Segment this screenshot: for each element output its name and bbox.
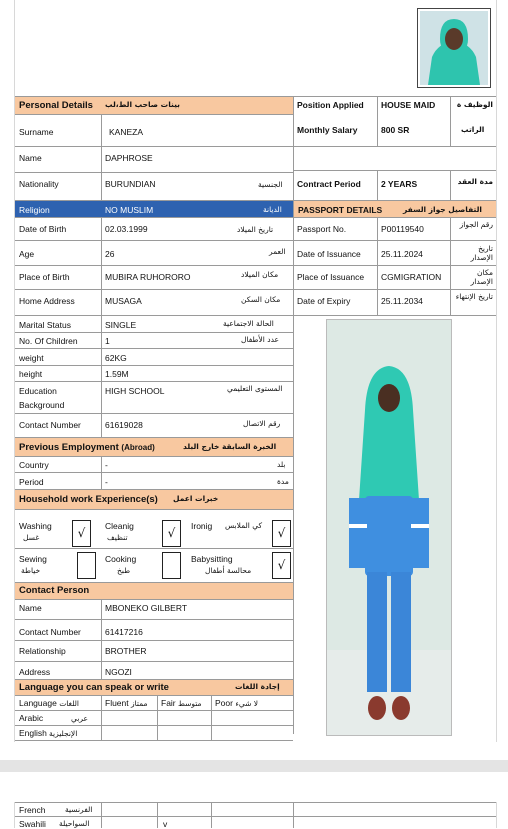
- passport-no-label: Passport No.: [297, 224, 347, 234]
- issue-date-ar: تاريخ الإصدار: [470, 244, 493, 262]
- previous-employment-title-ar: الخبرة السابقة خارج البلد: [183, 442, 277, 451]
- surname-value: KANEZA: [109, 127, 144, 137]
- sewing-label: Sewing: [19, 554, 47, 564]
- fair-col-label: Fair: [161, 698, 176, 708]
- language-col-ar: اللغات: [59, 699, 80, 708]
- babysitting-ar: محالسة أطفال: [205, 566, 252, 575]
- page-break-bar: [0, 760, 508, 772]
- contact-person-name-value: MBONEKO GILBERT: [105, 603, 188, 613]
- employment-country-value: -: [105, 460, 108, 470]
- position-applied-label: Position Applied: [297, 100, 364, 110]
- employment-country-ar: بلد: [277, 460, 286, 469]
- issue-place-ar: مكان الإصدار: [470, 268, 493, 286]
- education-label-line2: Background: [19, 400, 65, 410]
- issue-date-value: 25.11.2024: [381, 249, 423, 259]
- contact-person-relation-value: BROTHER: [105, 646, 147, 656]
- dob-label: Date of Birth: [19, 224, 67, 234]
- cleaning-label: Cleanig: [105, 521, 134, 531]
- french-label: French: [19, 805, 46, 815]
- contact-person-number-value: 61417216: [105, 627, 143, 637]
- home-address-ar: مكان السكن: [241, 295, 281, 304]
- poor-col-header: [215, 698, 258, 708]
- monthly-salary-value: 800 SR: [381, 125, 410, 135]
- swahili-fair-mark: v: [163, 819, 168, 829]
- education-value: HIGH SCHOOL: [105, 386, 165, 396]
- religion-label: Religion: [19, 205, 50, 215]
- contact-number-ar: رقم الاتصال: [243, 419, 281, 428]
- position-applied-value: HOUSE MAID: [381, 100, 436, 110]
- household-title-ar: خبرات اعمل: [173, 494, 219, 503]
- contact-person-relation-label: Relationship: [19, 646, 66, 656]
- marital-value: SINGLE: [105, 320, 137, 330]
- contact-person-address-label: Address: [19, 667, 51, 677]
- applicant-full-body-photo: [326, 319, 452, 736]
- ironing-checkbox[interactable]: √: [272, 520, 291, 547]
- contact-person-name-label: Name: [19, 603, 42, 613]
- marital-ar: الحالة الاجتماعية: [223, 319, 274, 328]
- monthly-salary-label: Monthly Salary: [297, 125, 358, 135]
- poor-col-label: Poor: [215, 698, 233, 708]
- home-address-label: Home Address: [19, 296, 75, 306]
- employment-period-value: -: [105, 477, 108, 487]
- cooking-checkbox[interactable]: [162, 552, 181, 579]
- employment-period-ar: مدة: [277, 477, 289, 486]
- cleaning-ar: تنظيف: [107, 533, 128, 542]
- expiry-label: Date of Expiry: [297, 296, 351, 306]
- monthly-salary-ar: الراتب: [461, 125, 485, 134]
- height-value: 1.59M: [105, 369, 129, 379]
- employment-period-label: Period: [19, 477, 44, 487]
- contact-number-value: 61619028: [105, 420, 143, 430]
- weight-label: weight: [19, 353, 44, 363]
- education-label-line1: Education: [19, 386, 57, 396]
- cooking-label: Cooking: [105, 554, 137, 564]
- issue-place-label: Place of Issuance: [297, 272, 365, 282]
- language-col-label: Language: [19, 698, 57, 708]
- contact-number-label: Contact Number: [19, 420, 81, 430]
- arabic-ar: عربي: [71, 714, 88, 723]
- personal-details-title: Personal Details: [19, 100, 93, 111]
- fair-col-header: [161, 698, 202, 708]
- babysitting-label: Babysitting: [191, 554, 233, 564]
- washing-label: Washing: [19, 521, 52, 531]
- passport-details-title-ar: التفاصيل جواز السفر: [403, 205, 482, 214]
- sewing-checkbox[interactable]: [77, 552, 96, 579]
- cv-sheet: [14, 0, 497, 742]
- language-col-header: [19, 698, 79, 708]
- children-label: No. Of Children: [19, 336, 78, 346]
- contact-person-title: Contact Person: [19, 585, 90, 596]
- dob-value: 02.03.1999: [105, 224, 148, 234]
- contract-period-label: Contract Period: [297, 179, 361, 189]
- nationality-label: Nationality: [19, 179, 59, 189]
- english-ar: الإنجليزية: [49, 729, 78, 738]
- personal-details-title-ar: بينات صاحب الط،لب: [105, 100, 180, 109]
- name-value: DAPHROSE: [105, 153, 153, 163]
- dob-ar: تاريخ الميلاد: [237, 225, 274, 234]
- household-title: Household work Experience(s): [19, 494, 158, 505]
- language-title-ar: إجادة اللغات: [235, 682, 280, 691]
- nationality-value: BURUNDIAN: [105, 179, 156, 189]
- expiry-value: 25.11.2034: [381, 296, 423, 306]
- previous-employment-title: [19, 442, 155, 453]
- employment-country-label: Country: [19, 460, 49, 470]
- washing-ar: غسل: [23, 533, 40, 542]
- previous-employment-title-main: Previous Employment: [19, 442, 119, 453]
- language-title: Language you can speak or write: [19, 682, 169, 693]
- marital-label: Marital Status: [19, 320, 71, 330]
- arabic-label: Arabic: [19, 713, 44, 723]
- education-ar: المستوى التعليمي: [227, 384, 283, 393]
- passport-no-ar: رقم الجواز: [459, 220, 493, 229]
- pob-ar: مكان الميلاد: [241, 270, 279, 279]
- ironing-ar: كي الملابس: [225, 521, 263, 530]
- issue-date-label: Date of Issuance: [297, 249, 361, 259]
- fair-col-ar: متوسط: [178, 699, 202, 708]
- poor-col-ar: لا شيء: [235, 699, 259, 708]
- surname-label: Surname: [19, 127, 54, 137]
- children-ar: عدد الأطفال: [241, 335, 279, 344]
- fluent-col-ar: ممتاز: [131, 699, 148, 708]
- fluent-col-label: Fluent: [105, 698, 129, 708]
- weight-value: 62KG: [105, 353, 127, 363]
- previous-employment-title-sub: (Abroad): [121, 443, 155, 452]
- fluent-col-header: [105, 698, 148, 708]
- swahili-label: Swahili: [19, 819, 46, 829]
- age-value: 26: [105, 249, 115, 259]
- swahili-ar: السواحيلة: [59, 819, 90, 828]
- contract-period-ar: مدة العقد: [457, 177, 493, 186]
- nationality-ar: الجنسية: [258, 180, 283, 189]
- height-label: height: [19, 369, 43, 379]
- position-applied-ar: الوظيف ة: [456, 100, 493, 109]
- age-ar: العمر: [269, 247, 286, 256]
- applicant-portrait-photo: [417, 8, 491, 88]
- home-address-value: MUSAGA: [105, 296, 142, 306]
- sewing-ar: خياطة: [21, 566, 41, 575]
- cleaning-checkbox[interactable]: √: [162, 520, 181, 547]
- pob-label: Place of Birth: [19, 272, 70, 282]
- contact-person-address-value: NGOZI: [105, 667, 132, 677]
- issue-place-value: CGMIGRATION: [381, 272, 442, 282]
- pob-value: MUBIRA RUHORORO: [105, 272, 191, 282]
- children-value: 1: [105, 336, 110, 346]
- age-label: Age: [19, 249, 35, 259]
- expiry-ar: تاريخ الإنتهاء: [455, 292, 493, 301]
- babysitting-checkbox[interactable]: √: [272, 552, 291, 579]
- washing-checkbox[interactable]: √: [72, 520, 91, 547]
- religion-band: [15, 201, 293, 217]
- contract-period-value: 2 YEARS: [381, 179, 418, 189]
- name-label: Name: [19, 153, 42, 163]
- passport-details-title: PASSPORT DETAILS: [298, 205, 383, 215]
- english-label: English: [19, 728, 47, 738]
- cooking-ar: طبخ: [117, 566, 131, 575]
- religion-ar: الديانة: [263, 205, 282, 214]
- contact-person-number-label: Contact Number: [19, 627, 81, 637]
- cv-sheet-continued: [14, 802, 497, 828]
- french-ar: الفرنسية: [65, 805, 93, 814]
- religion-value: NO MUSLIM: [105, 205, 154, 215]
- ironing-label: Ironig: [191, 521, 213, 531]
- passport-no-value: P00119540: [381, 224, 424, 234]
